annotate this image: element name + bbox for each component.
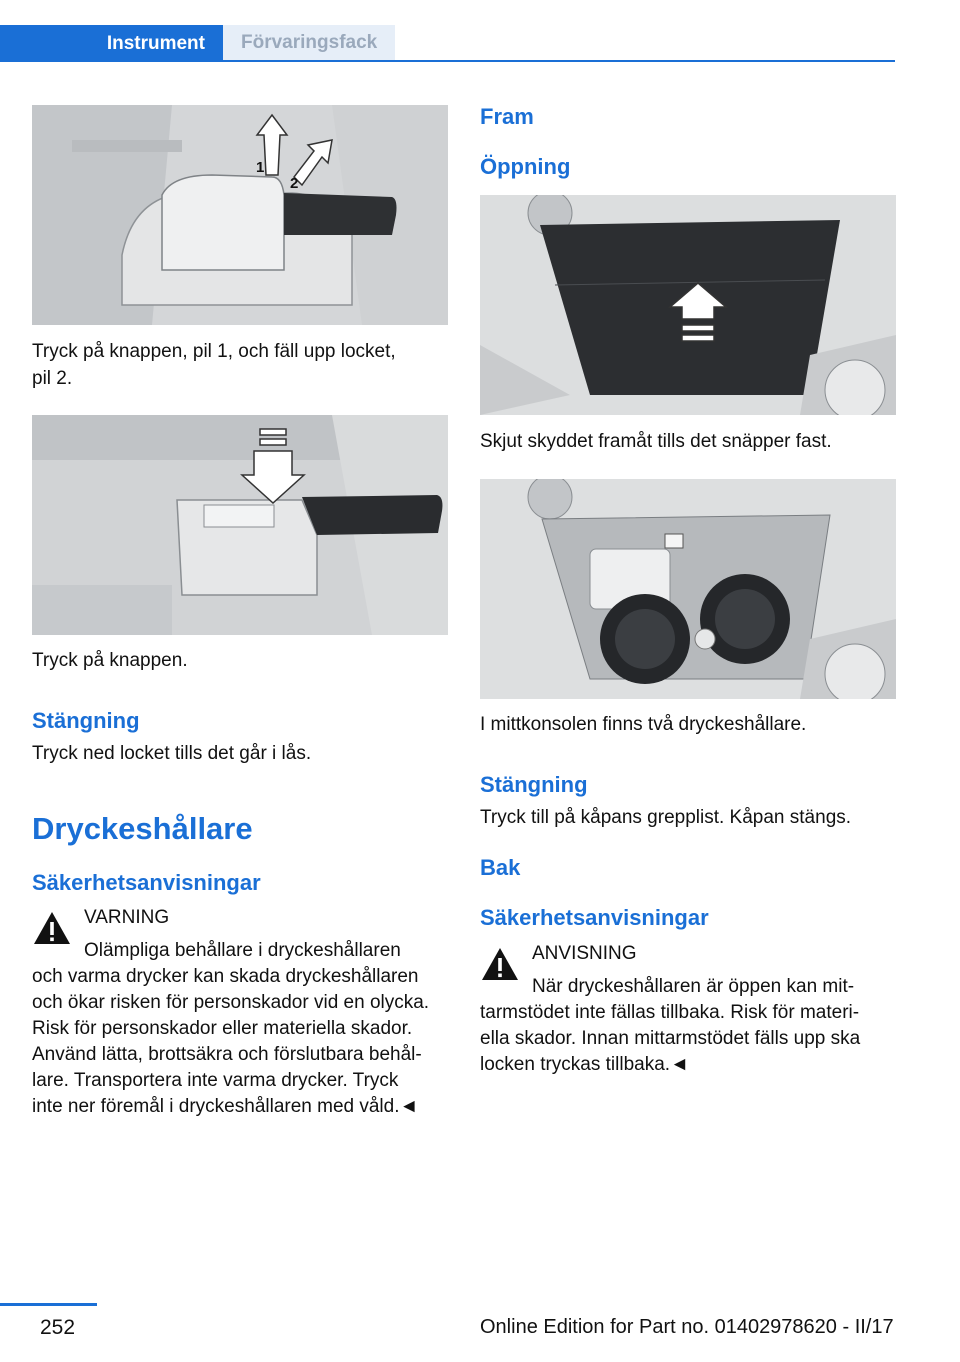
tab-forvaringsfack[interactable]: Förvaringsfack <box>223 25 395 60</box>
tab-instrument[interactable]: Instrument <box>0 25 223 62</box>
heading-closing-right: Stängning <box>480 772 588 797</box>
heading-bak: Bak <box>480 855 521 880</box>
figure-1-label-1: 1 <box>256 159 265 176</box>
notice-body <box>480 974 900 1078</box>
notice-line: locken tryckas tillbaka.◄ <box>480 1054 689 1075</box>
text-closing-right: Tryck till på kåpans grepplist. Kåpan stängs. <box>480 807 852 828</box>
caption-press-button: Tryck på knappen. <box>32 650 188 671</box>
text-closing-left: Tryck ned locket tills det går i lås. <box>32 743 312 764</box>
warning-line: Använd lätta, brottsäkra och förslutbara behål- <box>32 1044 422 1065</box>
heading-closing-left: Stängning <box>32 708 140 733</box>
figure-armrest-open <box>32 105 448 325</box>
header-tab-bar <box>0 25 895 61</box>
warning-line: inte ner föremål i dryckeshållaren med våld.◄ <box>32 1096 419 1117</box>
caption-cover-slide: Skjut skyddet framåt tills det snäpper fast. <box>480 431 832 452</box>
caption-cupholders: I mittkonsolen finns två dryckeshållare. <box>480 714 807 735</box>
page-number: 252 <box>40 1316 76 1339</box>
caption-armrest-open: Tryck på knappen, pil 1, och fäll upp locket, pil 2. <box>32 341 396 389</box>
warning-line: och varma drycker kan skada dryckeshållaren <box>32 966 419 987</box>
notice-line: ella skador. Innan mittarmstödet fälls upp ska <box>480 1028 861 1049</box>
heading-safety-left: Säkerhetsanvisningar <box>32 870 261 895</box>
warning-body <box>32 938 452 1120</box>
heading-oppning: Öppning <box>480 154 571 179</box>
notice-label: ANVISNING <box>532 943 637 964</box>
figure-1-label-2: 2 <box>290 175 299 192</box>
warning-line: Risk för personskador eller materiella skador. <box>32 1018 413 1039</box>
warning-line: och ökar risken för personskador vid en olycka. <box>32 992 430 1013</box>
heading-fram: Fram <box>480 104 534 129</box>
warning-line: Olämpliga behållare i dryckeshållaren <box>84 940 401 961</box>
warning-line: lare. Transportera inte varma drycker. Tryck <box>32 1070 399 1091</box>
header-rule <box>0 60 895 62</box>
section-title-dryckeshallare: Dryckeshållare <box>32 811 253 846</box>
footer-rule <box>0 1303 97 1306</box>
heading-safety-right: Säkerhetsanvisningar <box>480 905 709 930</box>
warning-label: VARNING <box>84 907 170 928</box>
footer-edition: Online Edition for Part no. 01402978620 - II/17 <box>480 1316 894 1338</box>
figure-armrest-press <box>32 415 448 635</box>
figure-cover-slide <box>480 195 896 415</box>
notice-line: När dryckeshållaren är öppen kan mit- <box>532 976 855 997</box>
figure-cupholders <box>480 479 896 699</box>
notice-line: tarmstödet inte fällas tillbaka. Risk för materi- <box>480 1002 860 1023</box>
